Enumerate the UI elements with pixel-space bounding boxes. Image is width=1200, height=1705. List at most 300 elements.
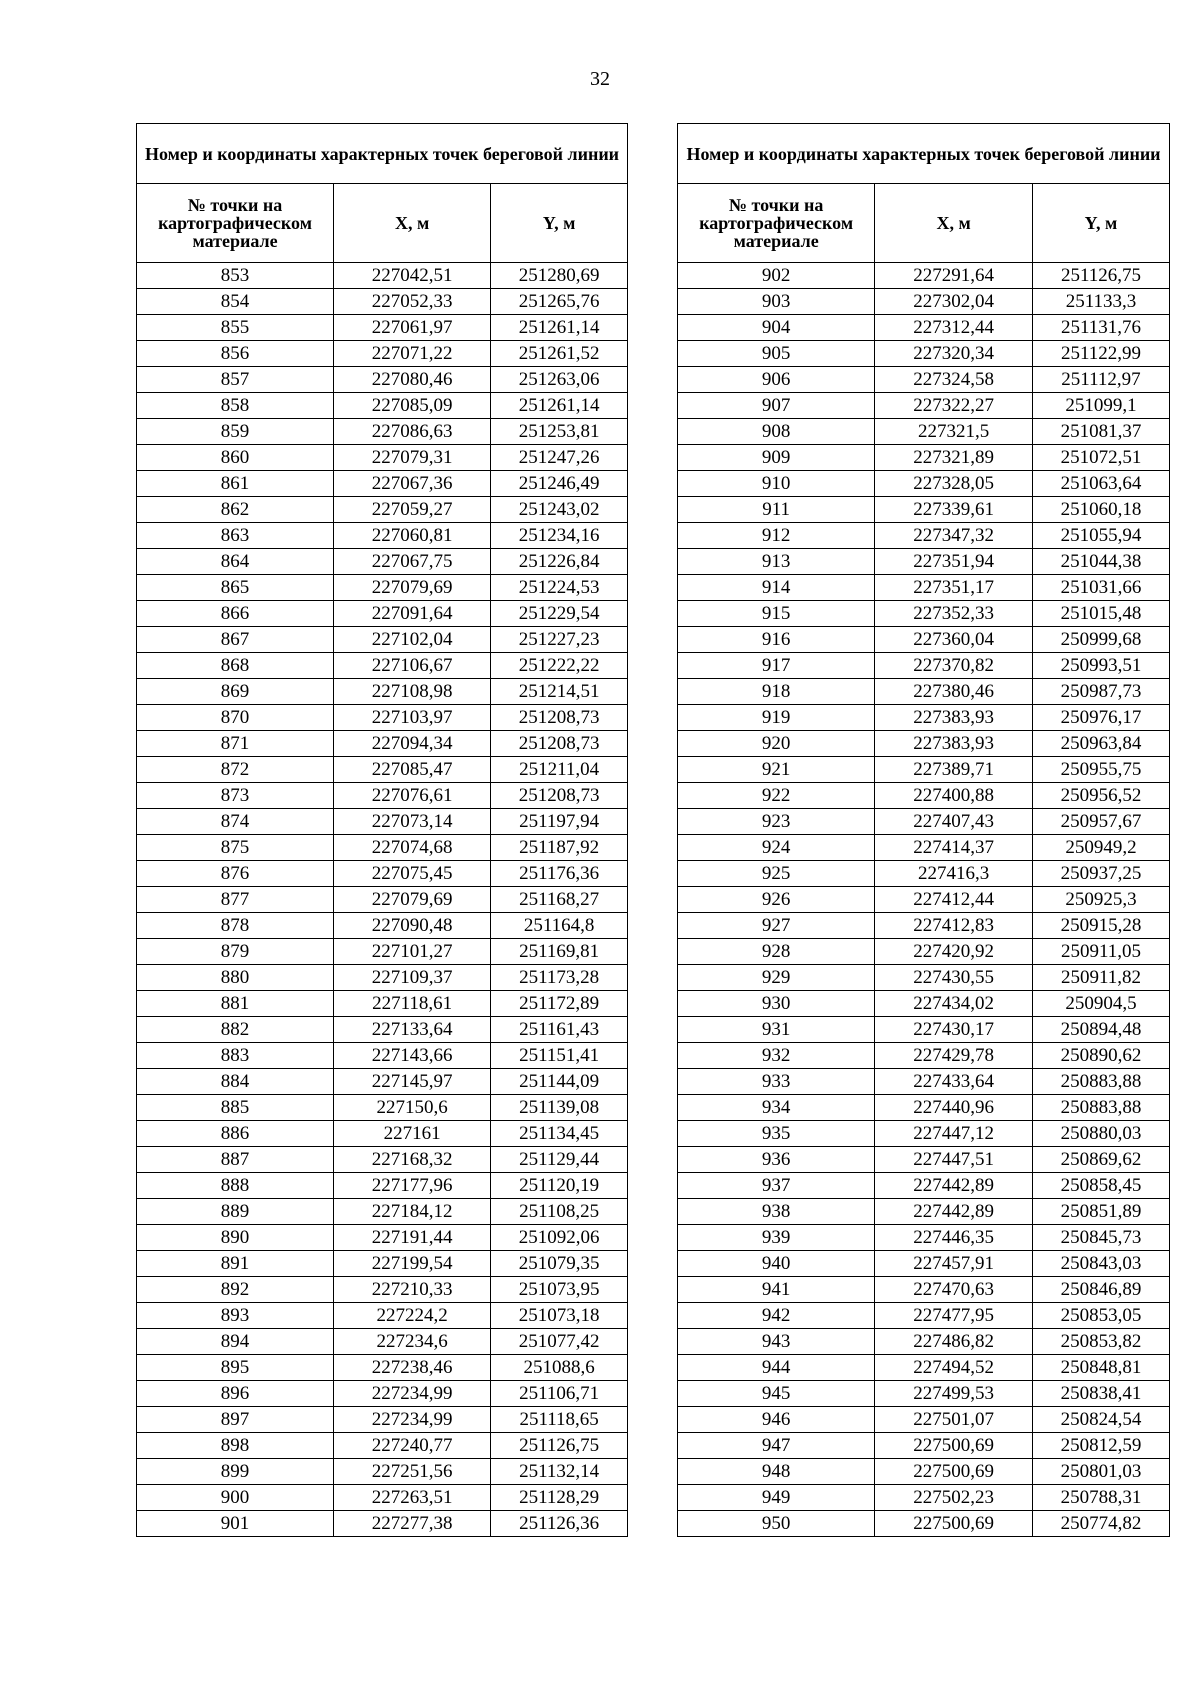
point-number-cell: 921 — [678, 757, 875, 783]
table-row — [137, 523, 628, 549]
x-coordinate-cell: 227370,82 — [875, 653, 1033, 679]
x-coordinate-cell: 227086,63 — [334, 419, 491, 445]
table-row — [137, 939, 628, 965]
table-row — [137, 471, 628, 497]
x-coordinate-cell: 227446,35 — [875, 1225, 1033, 1251]
point-number-cell: 948 — [678, 1459, 875, 1485]
x-coordinate-cell: 227447,51 — [875, 1147, 1033, 1173]
table-row — [678, 289, 1170, 315]
point-number-cell: 903 — [678, 289, 875, 315]
x-coordinate-cell: 227251,56 — [334, 1459, 491, 1485]
y-coordinate-cell: 251122,99 — [1032, 341, 1169, 367]
table-row — [678, 315, 1170, 341]
point-number-cell: 916 — [678, 627, 875, 653]
coordinates-table-left — [136, 123, 628, 1537]
table-row — [137, 887, 628, 913]
x-coordinate-cell: 227234,6 — [334, 1329, 491, 1355]
table-row — [678, 601, 1170, 627]
point-number-cell: 945 — [678, 1381, 875, 1407]
x-coordinate-cell: 227238,46 — [334, 1355, 491, 1381]
table-row — [678, 1355, 1170, 1381]
x-coordinate-cell: 227161 — [334, 1121, 491, 1147]
y-coordinate-cell: 251106,71 — [491, 1381, 628, 1407]
point-number-cell: 857 — [137, 367, 334, 393]
y-coordinate-cell: 251247,26 — [491, 445, 628, 471]
y-coordinate-cell: 251073,95 — [491, 1277, 628, 1303]
y-coordinate-cell: 250987,73 — [1032, 679, 1169, 705]
y-coordinate-cell: 250955,75 — [1032, 757, 1169, 783]
y-coordinate-cell: 251234,16 — [491, 523, 628, 549]
x-coordinate-cell: 227168,32 — [334, 1147, 491, 1173]
point-number-cell: 946 — [678, 1407, 875, 1433]
x-coordinate-cell: 227076,61 — [334, 783, 491, 809]
table-row — [137, 679, 628, 705]
x-coordinate-cell: 227412,44 — [875, 887, 1033, 913]
y-coordinate-cell: 250937,25 — [1032, 861, 1169, 887]
x-coordinate-cell: 227500,69 — [875, 1459, 1033, 1485]
table-row — [678, 549, 1170, 575]
point-number-cell: 949 — [678, 1485, 875, 1511]
point-number-cell: 881 — [137, 991, 334, 1017]
table-row — [137, 627, 628, 653]
y-coordinate-cell: 251133,3 — [1032, 289, 1169, 315]
point-number-cell: 908 — [678, 419, 875, 445]
table-row — [678, 809, 1170, 835]
table-row — [678, 1407, 1170, 1433]
table-row — [137, 1173, 628, 1199]
x-coordinate-cell: 227085,47 — [334, 757, 491, 783]
point-number-cell: 909 — [678, 445, 875, 471]
point-number-cell: 926 — [678, 887, 875, 913]
table-row — [137, 809, 628, 835]
point-number-cell: 898 — [137, 1433, 334, 1459]
y-coordinate-cell: 250949,2 — [1032, 835, 1169, 861]
point-number-cell: 876 — [137, 861, 334, 887]
table-row — [137, 1407, 628, 1433]
table-row — [678, 1433, 1170, 1459]
point-number-cell: 907 — [678, 393, 875, 419]
column-header-x: X, м — [875, 184, 1033, 263]
x-coordinate-cell: 227407,43 — [875, 809, 1033, 835]
x-coordinate-cell: 227321,89 — [875, 445, 1033, 471]
x-coordinate-cell: 227383,93 — [875, 705, 1033, 731]
y-coordinate-cell: 250976,17 — [1032, 705, 1169, 731]
table-body-right — [678, 263, 1170, 1537]
y-coordinate-cell: 250843,03 — [1032, 1251, 1169, 1277]
x-coordinate-cell: 227470,63 — [875, 1277, 1033, 1303]
y-coordinate-cell: 251187,92 — [491, 835, 628, 861]
column-header-x: X, м — [334, 184, 491, 263]
point-number-cell: 854 — [137, 289, 334, 315]
table-row — [137, 731, 628, 757]
x-coordinate-cell: 227321,5 — [875, 419, 1033, 445]
point-number-cell: 932 — [678, 1043, 875, 1069]
table-row — [137, 991, 628, 1017]
table-row — [678, 1277, 1170, 1303]
table-row — [678, 1225, 1170, 1251]
table-row — [678, 679, 1170, 705]
table-row — [678, 1147, 1170, 1173]
y-coordinate-cell: 251031,66 — [1032, 575, 1169, 601]
table-row — [137, 1251, 628, 1277]
y-coordinate-cell: 251088,6 — [491, 1355, 628, 1381]
table-row — [678, 1095, 1170, 1121]
point-number-cell: 868 — [137, 653, 334, 679]
y-coordinate-cell: 250883,88 — [1032, 1095, 1169, 1121]
x-coordinate-cell: 227091,64 — [334, 601, 491, 627]
table-row — [137, 1017, 628, 1043]
y-coordinate-cell: 251208,73 — [491, 731, 628, 757]
x-coordinate-cell: 227191,44 — [334, 1225, 491, 1251]
point-number-cell: 863 — [137, 523, 334, 549]
point-number-cell: 901 — [137, 1511, 334, 1537]
y-coordinate-cell: 250853,05 — [1032, 1303, 1169, 1329]
table-row — [137, 861, 628, 887]
point-number-cell: 888 — [137, 1173, 334, 1199]
y-coordinate-cell: 250801,03 — [1032, 1459, 1169, 1485]
y-coordinate-cell: 250894,48 — [1032, 1017, 1169, 1043]
y-coordinate-cell: 251132,14 — [491, 1459, 628, 1485]
y-coordinate-cell: 251261,14 — [491, 315, 628, 341]
point-number-cell: 896 — [137, 1381, 334, 1407]
table-row — [678, 471, 1170, 497]
point-number-cell: 936 — [678, 1147, 875, 1173]
y-coordinate-cell: 251151,41 — [491, 1043, 628, 1069]
x-coordinate-cell: 227079,69 — [334, 575, 491, 601]
point-number-cell: 914 — [678, 575, 875, 601]
x-coordinate-cell: 227352,33 — [875, 601, 1033, 627]
x-coordinate-cell: 227429,78 — [875, 1043, 1033, 1069]
table-row — [678, 1329, 1170, 1355]
y-coordinate-cell: 251211,04 — [491, 757, 628, 783]
y-coordinate-cell: 250812,59 — [1032, 1433, 1169, 1459]
y-coordinate-cell: 250869,62 — [1032, 1147, 1169, 1173]
table-row — [137, 1277, 628, 1303]
table-row — [678, 523, 1170, 549]
point-number-cell: 947 — [678, 1433, 875, 1459]
x-coordinate-cell: 227059,27 — [334, 497, 491, 523]
y-coordinate-cell: 250788,31 — [1032, 1485, 1169, 1511]
y-coordinate-cell: 251161,43 — [491, 1017, 628, 1043]
point-number-cell: 933 — [678, 1069, 875, 1095]
point-number-cell: 865 — [137, 575, 334, 601]
point-number-cell: 899 — [137, 1459, 334, 1485]
y-coordinate-cell: 250846,89 — [1032, 1277, 1169, 1303]
point-number-cell: 887 — [137, 1147, 334, 1173]
y-coordinate-cell: 250904,5 — [1032, 991, 1169, 1017]
y-coordinate-cell: 251246,49 — [491, 471, 628, 497]
y-coordinate-cell: 251224,53 — [491, 575, 628, 601]
point-number-cell: 940 — [678, 1251, 875, 1277]
y-coordinate-cell: 251208,73 — [491, 705, 628, 731]
y-coordinate-cell: 251131,76 — [1032, 315, 1169, 341]
point-number-cell: 866 — [137, 601, 334, 627]
y-coordinate-cell: 251243,02 — [491, 497, 628, 523]
x-coordinate-cell: 227499,53 — [875, 1381, 1033, 1407]
x-coordinate-cell: 227052,33 — [334, 289, 491, 315]
table-row — [678, 341, 1170, 367]
x-coordinate-cell: 227412,83 — [875, 913, 1033, 939]
point-number-cell: 878 — [137, 913, 334, 939]
point-number-cell: 890 — [137, 1225, 334, 1251]
y-coordinate-cell: 250993,51 — [1032, 653, 1169, 679]
y-coordinate-cell: 251176,36 — [491, 861, 628, 887]
table-row — [678, 783, 1170, 809]
table-row — [678, 367, 1170, 393]
point-number-cell: 859 — [137, 419, 334, 445]
point-number-cell: 870 — [137, 705, 334, 731]
table-row — [137, 1303, 628, 1329]
y-coordinate-cell: 251128,29 — [491, 1485, 628, 1511]
x-coordinate-cell: 227234,99 — [334, 1407, 491, 1433]
y-coordinate-cell: 251261,14 — [491, 393, 628, 419]
point-number-cell: 864 — [137, 549, 334, 575]
table-row — [137, 1043, 628, 1069]
x-coordinate-cell: 227184,12 — [334, 1199, 491, 1225]
table-row — [678, 393, 1170, 419]
point-number-cell: 879 — [137, 939, 334, 965]
table-row — [137, 1225, 628, 1251]
table-row — [137, 367, 628, 393]
x-coordinate-cell: 227103,97 — [334, 705, 491, 731]
table-row — [137, 601, 628, 627]
x-coordinate-cell: 227400,88 — [875, 783, 1033, 809]
x-coordinate-cell: 227080,46 — [334, 367, 491, 393]
table-row — [137, 1329, 628, 1355]
y-coordinate-cell: 250851,89 — [1032, 1199, 1169, 1225]
table-row — [678, 757, 1170, 783]
point-number-cell: 919 — [678, 705, 875, 731]
x-coordinate-cell: 227224,2 — [334, 1303, 491, 1329]
x-coordinate-cell: 227360,04 — [875, 627, 1033, 653]
point-number-cell: 923 — [678, 809, 875, 835]
point-number-cell: 874 — [137, 809, 334, 835]
table-row — [678, 497, 1170, 523]
y-coordinate-cell: 251126,75 — [1032, 263, 1169, 289]
point-number-cell: 862 — [137, 497, 334, 523]
y-coordinate-cell: 251126,36 — [491, 1511, 628, 1537]
x-coordinate-cell: 227434,02 — [875, 991, 1033, 1017]
y-coordinate-cell: 250858,45 — [1032, 1173, 1169, 1199]
y-coordinate-cell: 251044,38 — [1032, 549, 1169, 575]
x-coordinate-cell: 227106,67 — [334, 653, 491, 679]
y-coordinate-cell: 251092,06 — [491, 1225, 628, 1251]
point-number-cell: 886 — [137, 1121, 334, 1147]
table-row — [678, 1017, 1170, 1043]
table-row — [137, 1511, 628, 1537]
column-header-y: Y, м — [491, 184, 628, 263]
y-coordinate-cell: 251253,81 — [491, 419, 628, 445]
y-coordinate-cell: 251081,37 — [1032, 419, 1169, 445]
x-coordinate-cell: 227347,32 — [875, 523, 1033, 549]
table-row — [137, 1095, 628, 1121]
table-row — [137, 419, 628, 445]
y-coordinate-cell: 251120,19 — [491, 1173, 628, 1199]
x-coordinate-cell: 227430,17 — [875, 1017, 1033, 1043]
table-row — [137, 913, 628, 939]
y-coordinate-cell: 251060,18 — [1032, 497, 1169, 523]
column-header-y: Y, м — [1032, 184, 1169, 263]
table-row — [137, 1121, 628, 1147]
x-coordinate-cell: 227234,99 — [334, 1381, 491, 1407]
x-coordinate-cell: 227102,04 — [334, 627, 491, 653]
x-coordinate-cell: 227109,37 — [334, 965, 491, 991]
table-row — [137, 497, 628, 523]
y-coordinate-cell: 251055,94 — [1032, 523, 1169, 549]
y-coordinate-cell: 250956,52 — [1032, 783, 1169, 809]
y-coordinate-cell: 251214,51 — [491, 679, 628, 705]
x-coordinate-cell: 227302,04 — [875, 289, 1033, 315]
x-coordinate-cell: 227477,95 — [875, 1303, 1033, 1329]
x-coordinate-cell: 227079,69 — [334, 887, 491, 913]
x-coordinate-cell: 227383,93 — [875, 731, 1033, 757]
point-number-cell: 943 — [678, 1329, 875, 1355]
point-number-cell: 895 — [137, 1355, 334, 1381]
point-number-cell: 853 — [137, 263, 334, 289]
x-coordinate-cell: 227067,75 — [334, 549, 491, 575]
y-coordinate-cell: 251197,94 — [491, 809, 628, 835]
x-coordinate-cell: 227210,33 — [334, 1277, 491, 1303]
x-coordinate-cell: 227457,91 — [875, 1251, 1033, 1277]
table-row — [678, 913, 1170, 939]
y-coordinate-cell: 251173,28 — [491, 965, 628, 991]
table-row — [137, 315, 628, 341]
table-row — [678, 1173, 1170, 1199]
point-number-cell: 910 — [678, 471, 875, 497]
point-number-cell: 891 — [137, 1251, 334, 1277]
table-row — [678, 991, 1170, 1017]
x-coordinate-cell: 227060,81 — [334, 523, 491, 549]
y-coordinate-cell: 251263,06 — [491, 367, 628, 393]
point-number-cell: 872 — [137, 757, 334, 783]
x-coordinate-cell: 227420,92 — [875, 939, 1033, 965]
x-coordinate-cell: 227322,27 — [875, 393, 1033, 419]
y-coordinate-cell: 250774,82 — [1032, 1511, 1169, 1537]
x-coordinate-cell: 227143,66 — [334, 1043, 491, 1069]
column-header-point: № точки на картографическом материале — [137, 184, 334, 263]
table-row — [678, 939, 1170, 965]
table-row — [137, 1459, 628, 1485]
x-coordinate-cell: 227433,64 — [875, 1069, 1033, 1095]
y-coordinate-cell: 251079,35 — [491, 1251, 628, 1277]
table-row — [137, 575, 628, 601]
point-number-cell: 941 — [678, 1277, 875, 1303]
y-coordinate-cell: 251099,1 — [1032, 393, 1169, 419]
table-row — [137, 289, 628, 315]
point-number-cell: 935 — [678, 1121, 875, 1147]
table-row — [678, 419, 1170, 445]
table-row — [137, 757, 628, 783]
y-coordinate-cell: 250890,62 — [1032, 1043, 1169, 1069]
table-row — [137, 263, 628, 289]
table-row — [678, 1043, 1170, 1069]
x-coordinate-cell: 227150,6 — [334, 1095, 491, 1121]
y-coordinate-cell: 251226,84 — [491, 549, 628, 575]
table-row — [678, 1303, 1170, 1329]
x-coordinate-cell: 227440,96 — [875, 1095, 1033, 1121]
y-coordinate-cell: 251112,97 — [1032, 367, 1169, 393]
y-coordinate-cell: 251261,52 — [491, 341, 628, 367]
x-coordinate-cell: 227486,82 — [875, 1329, 1033, 1355]
table-row — [137, 1381, 628, 1407]
y-coordinate-cell: 251063,64 — [1032, 471, 1169, 497]
x-coordinate-cell: 227118,61 — [334, 991, 491, 1017]
y-coordinate-cell: 251139,08 — [491, 1095, 628, 1121]
x-coordinate-cell: 227494,52 — [875, 1355, 1033, 1381]
table-title: Номер и координаты характерных точек береговой линии — [678, 124, 1170, 184]
point-number-cell: 871 — [137, 731, 334, 757]
table-row — [137, 1433, 628, 1459]
y-coordinate-cell: 251280,69 — [491, 263, 628, 289]
point-number-cell: 929 — [678, 965, 875, 991]
x-coordinate-cell: 227133,64 — [334, 1017, 491, 1043]
x-coordinate-cell: 227108,98 — [334, 679, 491, 705]
x-coordinate-cell: 227291,64 — [875, 263, 1033, 289]
point-number-cell: 860 — [137, 445, 334, 471]
point-number-cell: 893 — [137, 1303, 334, 1329]
table-row — [137, 965, 628, 991]
table-row — [137, 1485, 628, 1511]
point-number-cell: 917 — [678, 653, 875, 679]
table-row — [678, 1121, 1170, 1147]
x-coordinate-cell: 227442,89 — [875, 1173, 1033, 1199]
table-row — [678, 1511, 1170, 1537]
x-coordinate-cell: 227075,45 — [334, 861, 491, 887]
point-number-cell: 885 — [137, 1095, 334, 1121]
table-row — [678, 887, 1170, 913]
x-coordinate-cell: 227042,51 — [334, 263, 491, 289]
y-coordinate-cell: 251169,81 — [491, 939, 628, 965]
point-number-cell: 924 — [678, 835, 875, 861]
x-coordinate-cell: 227177,96 — [334, 1173, 491, 1199]
y-coordinate-cell: 251265,76 — [491, 289, 628, 315]
x-coordinate-cell: 227071,22 — [334, 341, 491, 367]
y-coordinate-cell: 250838,41 — [1032, 1381, 1169, 1407]
x-coordinate-cell: 227074,68 — [334, 835, 491, 861]
x-coordinate-cell: 227085,09 — [334, 393, 491, 419]
point-number-cell: 867 — [137, 627, 334, 653]
x-coordinate-cell: 227277,38 — [334, 1511, 491, 1537]
point-number-cell: 931 — [678, 1017, 875, 1043]
point-number-cell: 889 — [137, 1199, 334, 1225]
table-row — [678, 263, 1170, 289]
x-coordinate-cell: 227240,77 — [334, 1433, 491, 1459]
table-row — [678, 1199, 1170, 1225]
table-row — [678, 1381, 1170, 1407]
y-coordinate-cell: 250853,82 — [1032, 1329, 1169, 1355]
y-coordinate-cell: 250845,73 — [1032, 1225, 1169, 1251]
table-row — [678, 965, 1170, 991]
table-row — [137, 1355, 628, 1381]
table-row — [137, 783, 628, 809]
point-number-cell: 877 — [137, 887, 334, 913]
table-row — [137, 341, 628, 367]
y-coordinate-cell: 250848,81 — [1032, 1355, 1169, 1381]
point-number-cell: 915 — [678, 601, 875, 627]
x-coordinate-cell: 227339,61 — [875, 497, 1033, 523]
point-number-cell: 927 — [678, 913, 875, 939]
x-coordinate-cell: 227389,71 — [875, 757, 1033, 783]
y-coordinate-cell: 251134,45 — [491, 1121, 628, 1147]
table-row — [137, 1199, 628, 1225]
point-number-cell: 883 — [137, 1043, 334, 1069]
table-row — [137, 1069, 628, 1095]
y-coordinate-cell: 250963,84 — [1032, 731, 1169, 757]
x-coordinate-cell: 227145,97 — [334, 1069, 491, 1095]
point-number-cell: 922 — [678, 783, 875, 809]
y-coordinate-cell: 251073,18 — [491, 1303, 628, 1329]
y-coordinate-cell: 251108,25 — [491, 1199, 628, 1225]
